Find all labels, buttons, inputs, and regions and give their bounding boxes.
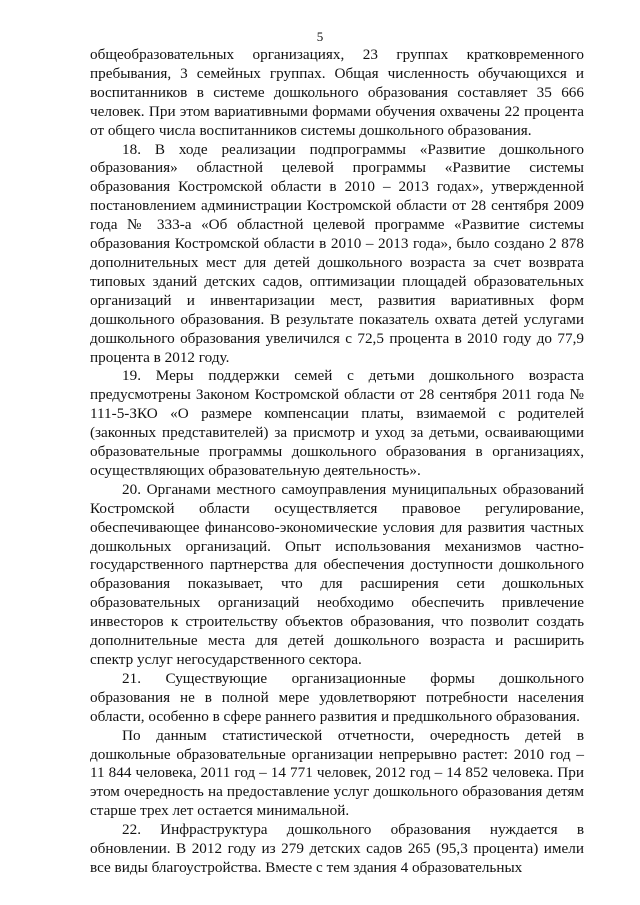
paragraph-20: 20. Органами местного самоуправления муниципальных образований Костромской области осуществляется правовое регулирование, обеспечивающее финансово-экономические условия для развития частных дошкольных организаций. Опыт использования механизмов частно-государственного партнерства для обеспечения доступности дошкольного образования показывает, что для расширения сети дошкольных образовательных организаций необходимо обеспечить привлечение инвесторов к строительству объектов образования, что позволит создать дополнительные места для детей дошкольного возраста и расширить спектр услуг негосударственного сектора. [90,480,584,668]
paragraph-continuation: общеобразовательных организациях, 23 группах кратковременного пребывания, 3 семейных группах. Общая численность обучающихся и воспитанников в системе дошкольного образования составляет 35 666 человек. При этом вариативными формами обучения охвачены 22 процента от общего числа воспитанников системы дошкольного образования. [90,46,584,139]
document-body [90,46,584,878]
paragraph-statistics: По данным статистической отчетности, очередность детей в дошкольные образовательные организации непрерывно растет: 2010 год – 11 844 человека, 2011 год – 14 771 человек, 2012 год – 14 852 человека. При этом очередность на предоставление услуг дошкольного образования детям старше трех лет остается минимальной. [90,726,584,820]
paragraph-19: 19. Меры поддержки семей с детьми дошкольного возраста предусмотрены Законом Костромской области от 28 сентября 2011 года № 111-5-ЗКО «О размере компенсации платы, взимаемой с родителей (законных представителей) за присмотр и уход за детьми, осваивающими образовательные программы дошкольного образования в организациях, осуществляющих образовательную деятельность». [90,367,584,479]
paragraph-22: 22. Инфраструктура дошкольного образования нуждается в обновлении. В 2012 году из 279 детских садов 265 (95,3 процента) имели все виды благоустройства. Вместе с тем здания 4 образовательных [90,821,584,876]
paragraph-18: 18. В ходе реализации подпрограммы «Развитие дошкольного образования» областной целевой программы «Развитие системы образования Костромской области в 2010 – 2013 годах», утвержденной постановлением администрации Костромской области от 28 сентября 2009 года № 333-а «Об областной целевой программе «Развитие системы образования Костромской области в 2010 – 2013 года», было создано 2 878 дополнительных мест для детей дошкольного возраста за счет возврата типовых зданий детских садов, оптимизации площадей образовательных организаций и инвентаризации мест, развития вариативных форм дошкольного образования. В результате показатель охвата детей услугами дошкольного образования увеличился с 72,5 процента в 2010 году до 77,9 процента в 2012 году. [90,140,584,366]
paragraph-21: 21. Существующие организационные формы дошкольного образования не в полной мере удовлетворяют потребности населения области, особенно в сфере раннего развития и предшкольного образования. [90,669,584,725]
page-number: 5 [316,29,324,44]
